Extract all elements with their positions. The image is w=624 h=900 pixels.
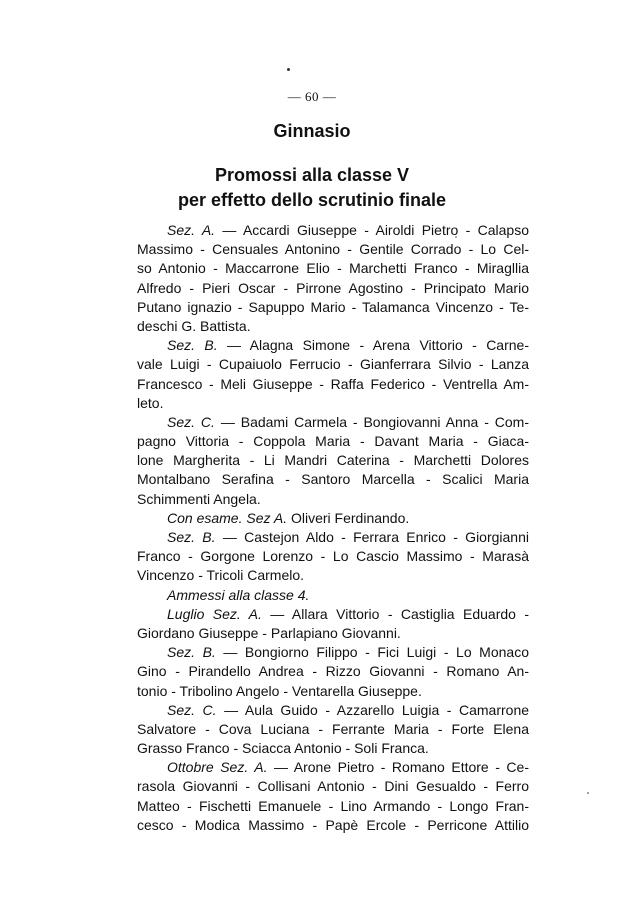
line-text: Schimmenti Angela. xyxy=(137,490,261,507)
text-line xyxy=(137,797,529,816)
text-line xyxy=(137,605,529,624)
text-line xyxy=(137,394,529,413)
line-text: — Bongiorno Filippo - Fici Luigi - Lo Monaco xyxy=(223,644,529,661)
line-text: — Arone Pietro - Romano Ettore - Ce- xyxy=(274,759,529,776)
line-text: — Accardi Giuseppe - Airoldi Pietro - Calapso xyxy=(222,222,529,238)
line-text: tonio - Tribolino Angelo - Ventarella Giuseppe. xyxy=(137,682,422,699)
text-line xyxy=(137,624,529,643)
page-number: — 60 — xyxy=(287,89,337,104)
line-text: pagno Vittoria - Coppola Maria - Davant Maria - Giaca- xyxy=(137,433,529,450)
text-line xyxy=(137,298,529,317)
line-text: vale Luigi - Cupaiuolo Ferrucio - Gianferrara Silvio - Lanza xyxy=(137,356,529,373)
line-text: Massimo - Censuales Antonino - Gentile Corrado - Lo Cel- xyxy=(137,241,529,258)
section-lead: Sez. C. xyxy=(167,413,215,430)
line-text: Salvatore - Cova Luciana - Ferrante Maria - Forte Elena xyxy=(137,720,529,737)
line-text: deschi G. Battista. xyxy=(137,317,251,334)
text-line xyxy=(137,317,529,336)
text-line xyxy=(137,375,529,394)
section-lead: Luglio Sez. A. xyxy=(167,605,262,622)
line-text: Francesco - Meli Giuseppe - Raffa Federico - Ventrella Am- xyxy=(137,375,529,392)
line-text: Oliveri Ferdinando. xyxy=(290,509,410,526)
text-line xyxy=(137,816,529,835)
text-line xyxy=(137,432,529,451)
section-lead: Ottobre Sez. A. xyxy=(167,759,268,776)
section-lead: Sez. C. xyxy=(167,701,217,718)
text-line xyxy=(137,221,529,240)
line-text: Grasso Franco - Sciacca Antonio - Soli Franca. xyxy=(137,740,429,757)
text-line xyxy=(137,720,529,739)
line-text: — Allara Vittorio - Castiglia Eduardo - xyxy=(270,605,529,622)
text-line xyxy=(137,259,529,278)
text-line xyxy=(137,739,529,758)
text-line xyxy=(137,643,529,662)
line-text: leto. xyxy=(137,394,164,411)
line-text: Vincenzo - Tricoli Carmelo. xyxy=(137,567,305,584)
text-line xyxy=(137,701,529,720)
section-lead: Ammessi alla classe 4. xyxy=(167,586,310,603)
line-text: Giordano Giuseppe - Parlapiano Giovanni. xyxy=(137,624,401,641)
line-text: cesco - Modica Massimo - Papè Ercole - Perricone Attilio xyxy=(137,816,529,833)
text-line xyxy=(137,413,529,432)
text-line xyxy=(137,528,529,547)
text-line xyxy=(137,586,529,605)
text-line xyxy=(137,547,529,566)
line-text: — Castejon Aldo - Ferrara Enrico - Giorgianni xyxy=(222,529,529,545)
body-text xyxy=(137,221,529,835)
text-line xyxy=(137,451,529,470)
line-text: Montalbano Serafina - Santoro Marcella - Scalici Maria xyxy=(137,471,529,488)
text-line xyxy=(137,279,529,298)
line-text: so Antonio - Maccarrone Elio - Marchetti Franco - Miragllia xyxy=(137,260,529,277)
subtitle-line-2: per effetto dello scrutinio finale xyxy=(177,190,447,210)
line-text: Alfredo - Pieri Oscar - Pirrone Agostino - Principato Mario xyxy=(137,279,529,296)
text-line xyxy=(137,777,529,796)
line-text: — Badami Carmela - Bongiovanni Anna - Com- xyxy=(220,413,529,430)
line-text: Gino - Pirandello Andrea - Rizzo Giovanni - Romano An- xyxy=(137,663,529,680)
line-text: — Alagna Simone - Arena Vittorio - Carne- xyxy=(227,337,529,354)
text-line xyxy=(137,336,529,355)
scan-speck xyxy=(587,792,589,794)
section-lead: Sez. A. xyxy=(167,222,216,238)
text-line xyxy=(137,758,529,777)
section-title: Ginnasio xyxy=(273,121,351,141)
line-text: — Aula Guido - Azzarello Luigia - Camarrone xyxy=(224,701,529,718)
text-line xyxy=(137,490,529,509)
text-line xyxy=(137,682,529,701)
text-line xyxy=(137,566,529,585)
text-line xyxy=(137,355,529,374)
text-line xyxy=(137,240,529,259)
section-lead: Con esame. Sez A. xyxy=(167,509,288,526)
text-line xyxy=(137,509,529,528)
subtitle-line-1: Promossi alla classe V xyxy=(214,165,410,185)
line-text: lone Margherita - Li Mandri Caterina - Marchetti Dolores xyxy=(137,452,529,469)
section-lead: Sez. B. xyxy=(167,644,216,661)
section-lead: Sez. B. xyxy=(167,529,216,545)
line-text: Putano ignazio - Sapuppo Mario - Talamanca Vincenzo - Te- xyxy=(137,298,529,315)
text-line xyxy=(137,662,529,681)
section-lead: Sez. B. xyxy=(167,337,218,354)
line-text: Franco - Gorgone Lorenzo - Lo Cascio Massimo - Marasà xyxy=(137,548,529,565)
line-text: Matteo - Fischetti Emanuele - Lino Armando - Longo Fran- xyxy=(137,797,529,814)
line-text: rasola Giovanni - Collisani Antonio - Dini Gesualdo - Ferro xyxy=(137,778,529,795)
scan-speck xyxy=(287,68,290,71)
text-line xyxy=(137,470,529,489)
